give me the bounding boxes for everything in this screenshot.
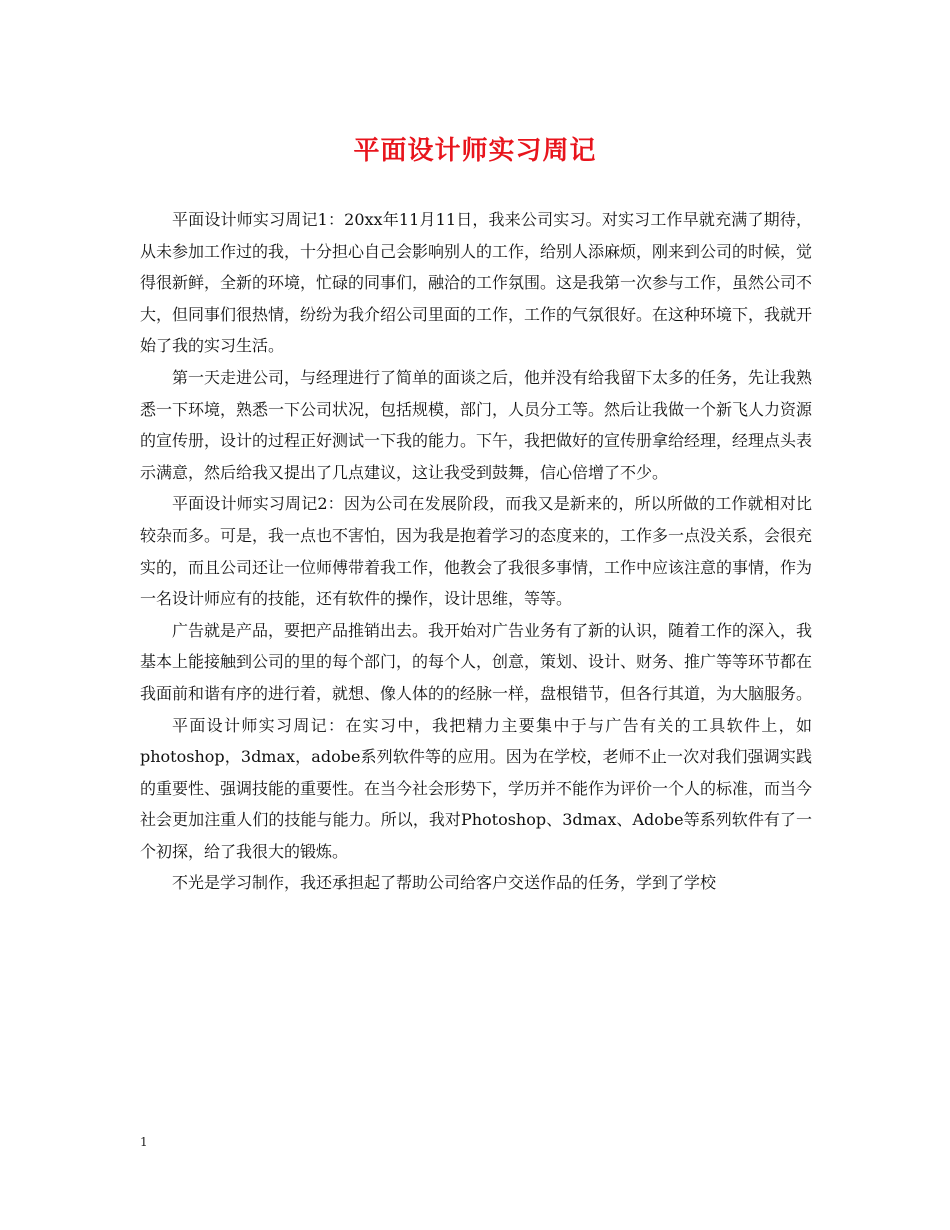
paragraph-2: 第一天走进公司，与经理进行了简单的面谈之后，他并没有给我留下太多的任务，先让我熟悉一下环境，熟悉一下公司状况，包括规模，部门，人员分工等。然后让我做一个新飞人力资源的宣传册，设计的过程正好测试一下我的能力。下午，我把做好的宣传册拿给经理，经理点头表示满意，然后给我又提出了几点建议，这让我受到鼓舞，信心倍增了不少。 <box>140 367 813 482</box>
paragraph-5: 平面设计师实习周记：在实习中，我把精力主要集中于与广告有关的工具软件上，如photoshop，3dmax，adobe系列软件等的应用。因为在学校，老师不止一次对我们强调实践的重要性、强调技能的重要性。在当今社会形势下，学历并不能作为评价一个人的标准，而当今社会更加注重人们的技能与能力。所以，我对Photoshop、3dmax、Adobe等系列软件有了一个初探，给了我很大的锻炼。 <box>140 715 813 861</box>
document-title: 平面设计师实习周记 <box>353 136 597 166</box>
document-body <box>140 204 812 899</box>
paragraph-3: 平面设计师实习周记2：因为公司在发展阶段，而我又是新来的，所以所做的工作就相对比较杂而多。可是，我一点也不害怕，因为我是抱着学习的态度来的，工作多一点没关系，会很充实的，而且公司还让一位师傅带着我工作，他教会了我很多事情，工作中应该注意的事情，作为一名设计师应有的技能，还有软件的操作，设计思维，等等。 <box>140 494 813 609</box>
paragraph-4: 广告就是产品，要把产品推销出去。我开始对广告业务有了新的认识，随着工作的深入，我基本上能接触到公司的里的每个部门，的每个人，创意，策划、设计、财务、推广等等环节都在我面前和谐有序的进行着，就想、像人体的的经脉一样，盘根错节，但各行其道，为大脑服务。 <box>140 620 813 703</box>
page-number: 1 <box>140 1135 148 1149</box>
paragraph-6: 不光是学习制作，我还承担起了帮助公司给客户交送作品的任务，学到了学校 <box>172 873 717 893</box>
paragraph-1: 平面设计师实习周记1：20xx年11月11日，我来公司实习。对实习工作早就充满了期待，从未参加工作过的我，十分担心自己会影响别人的工作，给别人添麻烦，刚来到公司的时候，觉得很新鲜，全新的环境，忙碌的同事们，融洽的工作氛围。这是我第一次参与工作，虽然公司不大，但同事们很热情，纷纷为我介绍公司里面的工作，工作的气氛很好。在这种环境下，我就开始了我的实习生活。 <box>140 210 813 356</box>
